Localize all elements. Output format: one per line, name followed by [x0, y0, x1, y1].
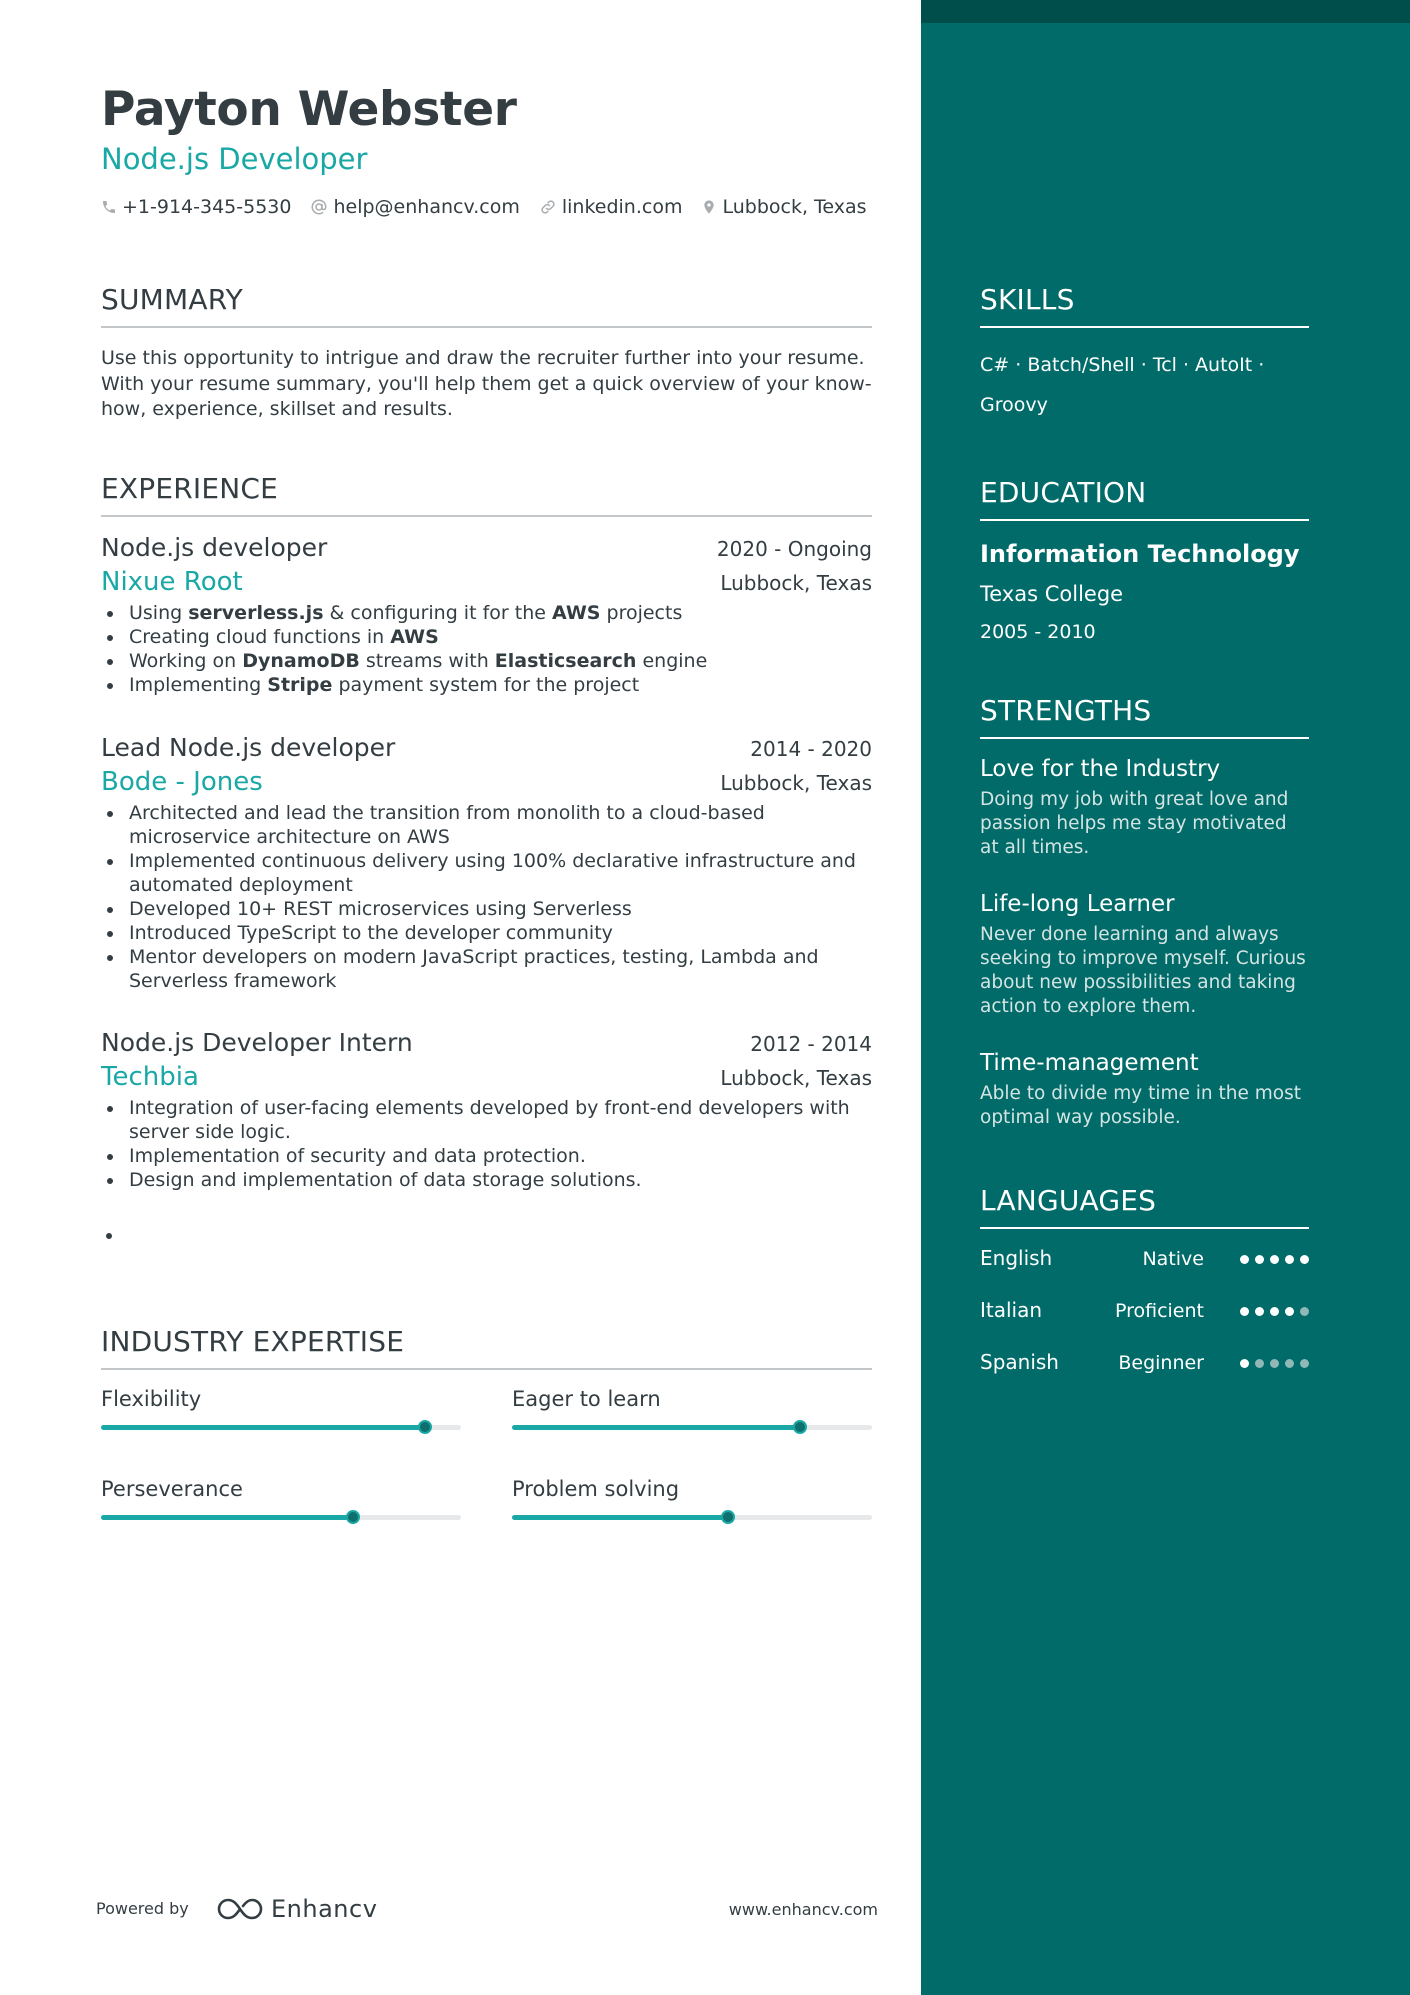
expertise-bar-fill — [512, 1425, 800, 1430]
language-dot-filled — [1300, 1255, 1309, 1264]
skill-separator: · — [1252, 354, 1265, 376]
education-degree: Information Technology — [980, 540, 1300, 568]
strength-desc: Able to divide my time in the most optimal way possible. — [980, 1083, 1301, 1128]
strength-item — [980, 756, 1310, 860]
language-dots — [1234, 1307, 1309, 1316]
job-company: Techbia — [101, 1062, 199, 1092]
job-bullet: Introduced TypeScript to the developer community — [101, 921, 872, 945]
education-school: Texas College — [980, 582, 1124, 606]
location-pin-icon — [701, 198, 717, 216]
sidebar-top-strip — [921, 0, 1410, 23]
infinity-logo-icon — [215, 1896, 265, 1922]
language-name: English — [980, 1246, 1053, 1270]
summary-text: Use this opportunity to intrigue and draw the recruiter further into your resume. With your resume summary, you'll help them get a quick overview of your know-how, experience, skillset and results. — [101, 347, 872, 420]
skill-item: Groovy — [980, 394, 1048, 416]
language-row — [980, 1246, 1309, 1276]
contact-location — [701, 196, 866, 218]
expertise-label: Problem solving — [512, 1477, 680, 1501]
expertise-bar — [101, 1515, 461, 1520]
expertise-bar-knob — [418, 1420, 432, 1434]
enhancv-logo[interactable] — [215, 1895, 377, 1923]
language-row — [980, 1298, 1309, 1328]
expertise-bar — [512, 1425, 872, 1430]
expertise-bar — [512, 1515, 872, 1520]
language-dot-empty — [1255, 1359, 1264, 1368]
expertise-bar-knob — [721, 1510, 735, 1524]
phone-icon — [101, 199, 117, 215]
language-dot-filled — [1255, 1307, 1264, 1316]
education-heading: EDUCATION — [980, 476, 1309, 521]
job-bullet: Implementing Stripe payment system for the project — [101, 673, 872, 697]
skills-list — [980, 345, 1300, 425]
expertise-bar-knob — [793, 1420, 807, 1434]
expertise-label: Perseverance — [101, 1477, 243, 1501]
expertise-bar-fill — [512, 1515, 728, 1520]
job-company: Bode - Jones — [101, 767, 263, 797]
job-entry — [101, 533, 872, 697]
strength-item — [980, 891, 1310, 1019]
job-bullet: Using serverless.js & configuring it for the AWS projects — [101, 601, 872, 625]
job-bullet: Working on DynamoDB streams with Elasticsearch engine — [101, 649, 872, 673]
contact-row — [101, 196, 886, 218]
language-dot-filled — [1240, 1255, 1249, 1264]
skills-heading: SKILLS — [980, 283, 1309, 328]
website-link[interactable]: www.enhancv.com — [728, 1900, 878, 1919]
expertise-item — [101, 1387, 461, 1411]
language-dot-filled — [1285, 1307, 1294, 1316]
job-location: Lubbock, Texas — [720, 771, 872, 795]
job-bullet: Integration of user-facing elements developed by front-end developers with server side logic. — [101, 1096, 872, 1144]
expertise-bar-knob — [346, 1510, 360, 1524]
job-dates: 2012 - 2014 — [750, 1032, 872, 1056]
skill-separator: · — [1134, 354, 1153, 376]
skill-item: Tcl — [1152, 354, 1177, 376]
language-row — [980, 1350, 1309, 1380]
expertise-bar-fill — [101, 1425, 425, 1430]
job-bullet: Design and implementation of data storage solutions. — [101, 1168, 872, 1192]
candidate-title: Node.js Developer — [101, 142, 368, 176]
expertise-bar — [101, 1425, 461, 1430]
at-icon — [310, 198, 328, 216]
language-dot-filled — [1270, 1307, 1279, 1316]
language-level: Native — [1142, 1248, 1204, 1270]
language-dots — [1234, 1255, 1309, 1264]
job-role: Node.js developer — [101, 533, 328, 562]
contact-phone[interactable] — [101, 196, 291, 218]
brand-name: Enhancv — [271, 1895, 378, 1923]
language-level: Proficient — [1114, 1300, 1204, 1322]
job-location: Lubbock, Texas — [720, 571, 872, 595]
skill-item: AutoIt — [1195, 354, 1253, 376]
job-bullet: Creating cloud functions in AWS — [101, 625, 872, 649]
skill-item: Batch/Shell — [1027, 354, 1135, 376]
strengths-heading: STRENGTHS — [980, 694, 1309, 739]
job-bullets — [101, 801, 872, 993]
language-dot-filled — [1285, 1255, 1294, 1264]
strength-item — [980, 1050, 1310, 1130]
link-icon — [539, 198, 557, 216]
education-years: 2005 - 2010 — [980, 621, 1096, 643]
skill-item: C# — [980, 354, 1010, 376]
powered-by-text: Powered by — [96, 1899, 189, 1918]
contact-email[interactable] — [310, 196, 519, 218]
language-dot-filled — [1255, 1255, 1264, 1264]
expertise-label: Flexibility — [101, 1387, 202, 1411]
skill-separator: · — [1009, 354, 1028, 376]
email-text: help@enhancv.com — [333, 196, 520, 218]
language-dot-empty — [1300, 1307, 1309, 1316]
job-location: Lubbock, Texas — [720, 1066, 872, 1090]
language-level: Beginner — [1118, 1352, 1204, 1374]
summary-heading: SUMMARY — [101, 283, 872, 328]
expertise-item — [101, 1477, 461, 1501]
expertise-label: Eager to learn — [512, 1387, 661, 1411]
contact-link[interactable] — [539, 196, 683, 218]
language-dot-empty — [1285, 1359, 1294, 1368]
job-bullet: Developed 10+ REST microservices using Serverless — [101, 897, 872, 921]
job-entry — [101, 733, 872, 993]
languages-heading: LANGUAGES — [980, 1184, 1309, 1229]
candidate-name: Payton Webster — [101, 82, 517, 137]
strength-title: Life-long Learner — [980, 891, 1175, 917]
job-company: Nixue Root — [101, 567, 243, 597]
language-dot-empty — [1270, 1359, 1279, 1368]
experience-heading: EXPERIENCE — [101, 472, 872, 517]
location-text: Lubbock, Texas — [722, 196, 867, 218]
job-bullet: Mentor developers on modern JavaScript practices, testing, Lambda and Serverless framework — [101, 945, 872, 993]
expertise-heading: INDUSTRY EXPERTISE — [101, 1325, 872, 1370]
expertise-item — [512, 1477, 872, 1501]
language-dot-empty — [1300, 1359, 1309, 1368]
job-dates: 2014 - 2020 — [750, 737, 872, 761]
phone-text: +1-914-345-5530 — [122, 196, 292, 218]
language-dot-filled — [1240, 1359, 1249, 1368]
expertise-item — [512, 1387, 872, 1411]
job-bullets — [101, 1096, 872, 1192]
strength-desc: Doing my job with great love and passion helps me stay motivated at all times. — [980, 789, 1289, 858]
empty-bullet — [106, 1233, 112, 1239]
skill-separator: · — [1176, 354, 1196, 376]
strength-title: Love for the Industry — [980, 756, 1221, 782]
job-bullet: Implemented continuous delivery using 100% declarative infrastructure and automated deployment — [101, 849, 872, 897]
language-dots — [1234, 1359, 1309, 1368]
job-role: Lead Node.js developer — [101, 733, 396, 762]
job-bullet: Architected and lead the transition from monolith to a cloud-based microservice architecture on AWS — [101, 801, 872, 849]
strength-title: Time-management — [980, 1050, 1199, 1076]
job-entry — [101, 1028, 872, 1192]
language-dot-filled — [1240, 1307, 1249, 1316]
job-dates: 2020 - Ongoing — [716, 537, 872, 561]
job-role: Node.js Developer Intern — [101, 1028, 413, 1057]
expertise-bar-fill — [101, 1515, 353, 1520]
language-name: Italian — [980, 1298, 1043, 1322]
job-bullet: Implementation of security and data protection. — [101, 1144, 872, 1168]
language-dot-filled — [1270, 1255, 1279, 1264]
link-text: linkedin.com — [561, 196, 683, 218]
strength-desc: Never done learning and always seeking to improve myself. Curious about new possibilities and taking action to explore them. — [980, 924, 1306, 1017]
language-name: Spanish — [980, 1350, 1059, 1374]
job-bullets — [101, 601, 872, 697]
